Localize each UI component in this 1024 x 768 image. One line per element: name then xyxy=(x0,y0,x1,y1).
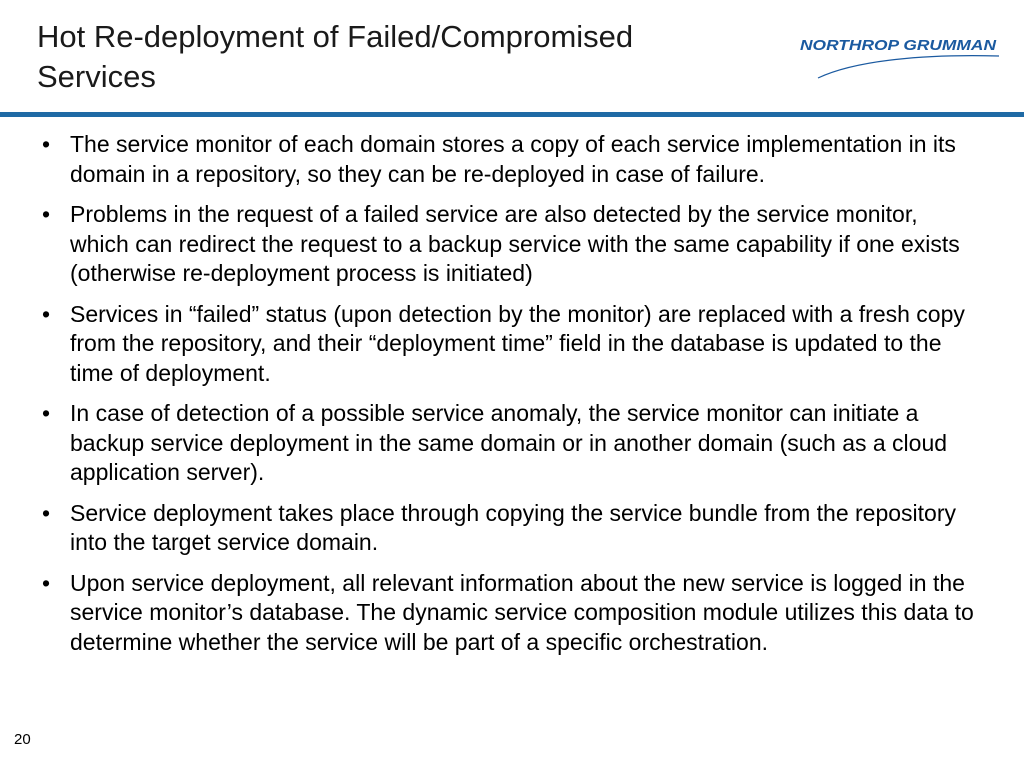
logo-text: NORTHROP GRUMMAN xyxy=(800,38,997,54)
title-divider xyxy=(0,112,1024,117)
bullet-marker: • xyxy=(42,300,51,327)
bullet-item xyxy=(42,130,982,189)
bullet-marker: • xyxy=(42,499,51,526)
bullet-item xyxy=(42,300,982,389)
bullet-text: The service monitor of each domain stores a copy of each service implementation in its domain in a repository, so they can be re-deployed in case of failure. xyxy=(70,131,956,187)
page-number: 20 xyxy=(14,731,31,748)
bullet-marker: • xyxy=(42,400,51,426)
bullet-marker: • xyxy=(42,131,51,157)
bullet-text: Services in “failed” status (upon detection by the monitor) are replaced with a fresh copy from the repository, and their “deployment time” field in the database is updated to the time of deployment. xyxy=(70,300,965,386)
bullet-item xyxy=(42,499,982,558)
bullet-text: Problems in the request of a failed service are also detected by the service monitor, which can redirect the request to a backup service with the same capability if one exists (otherwise re-deployment process is initiated) xyxy=(70,201,960,286)
slide-title: Hot Re-deployment of Failed/Compromised Services xyxy=(37,19,634,94)
bullet-list xyxy=(42,130,982,668)
logo-swoosh xyxy=(818,56,999,78)
bullet-marker: • xyxy=(42,569,51,596)
bullet-item xyxy=(42,569,982,658)
bullet-text: Upon service deployment, all relevant information about the new service is logged in the service monitor’s database. The dynamic service composition module utilizes this data to determine whether the service will be part of a specific orchestration. xyxy=(70,569,974,655)
bullet-item xyxy=(42,399,982,488)
northrop-grumman-logo xyxy=(796,34,1001,84)
bullet-text: In case of detection of a possible service anomaly, the service monitor can initiate a backup service deployment in the same domain or in another domain (such as a cloud application server). xyxy=(70,400,948,485)
bullet-text: Service deployment takes place through copying the service bundle from the repository into the target service domain. xyxy=(70,499,956,555)
bullet-marker: • xyxy=(42,201,51,227)
bullet-item xyxy=(42,200,982,289)
